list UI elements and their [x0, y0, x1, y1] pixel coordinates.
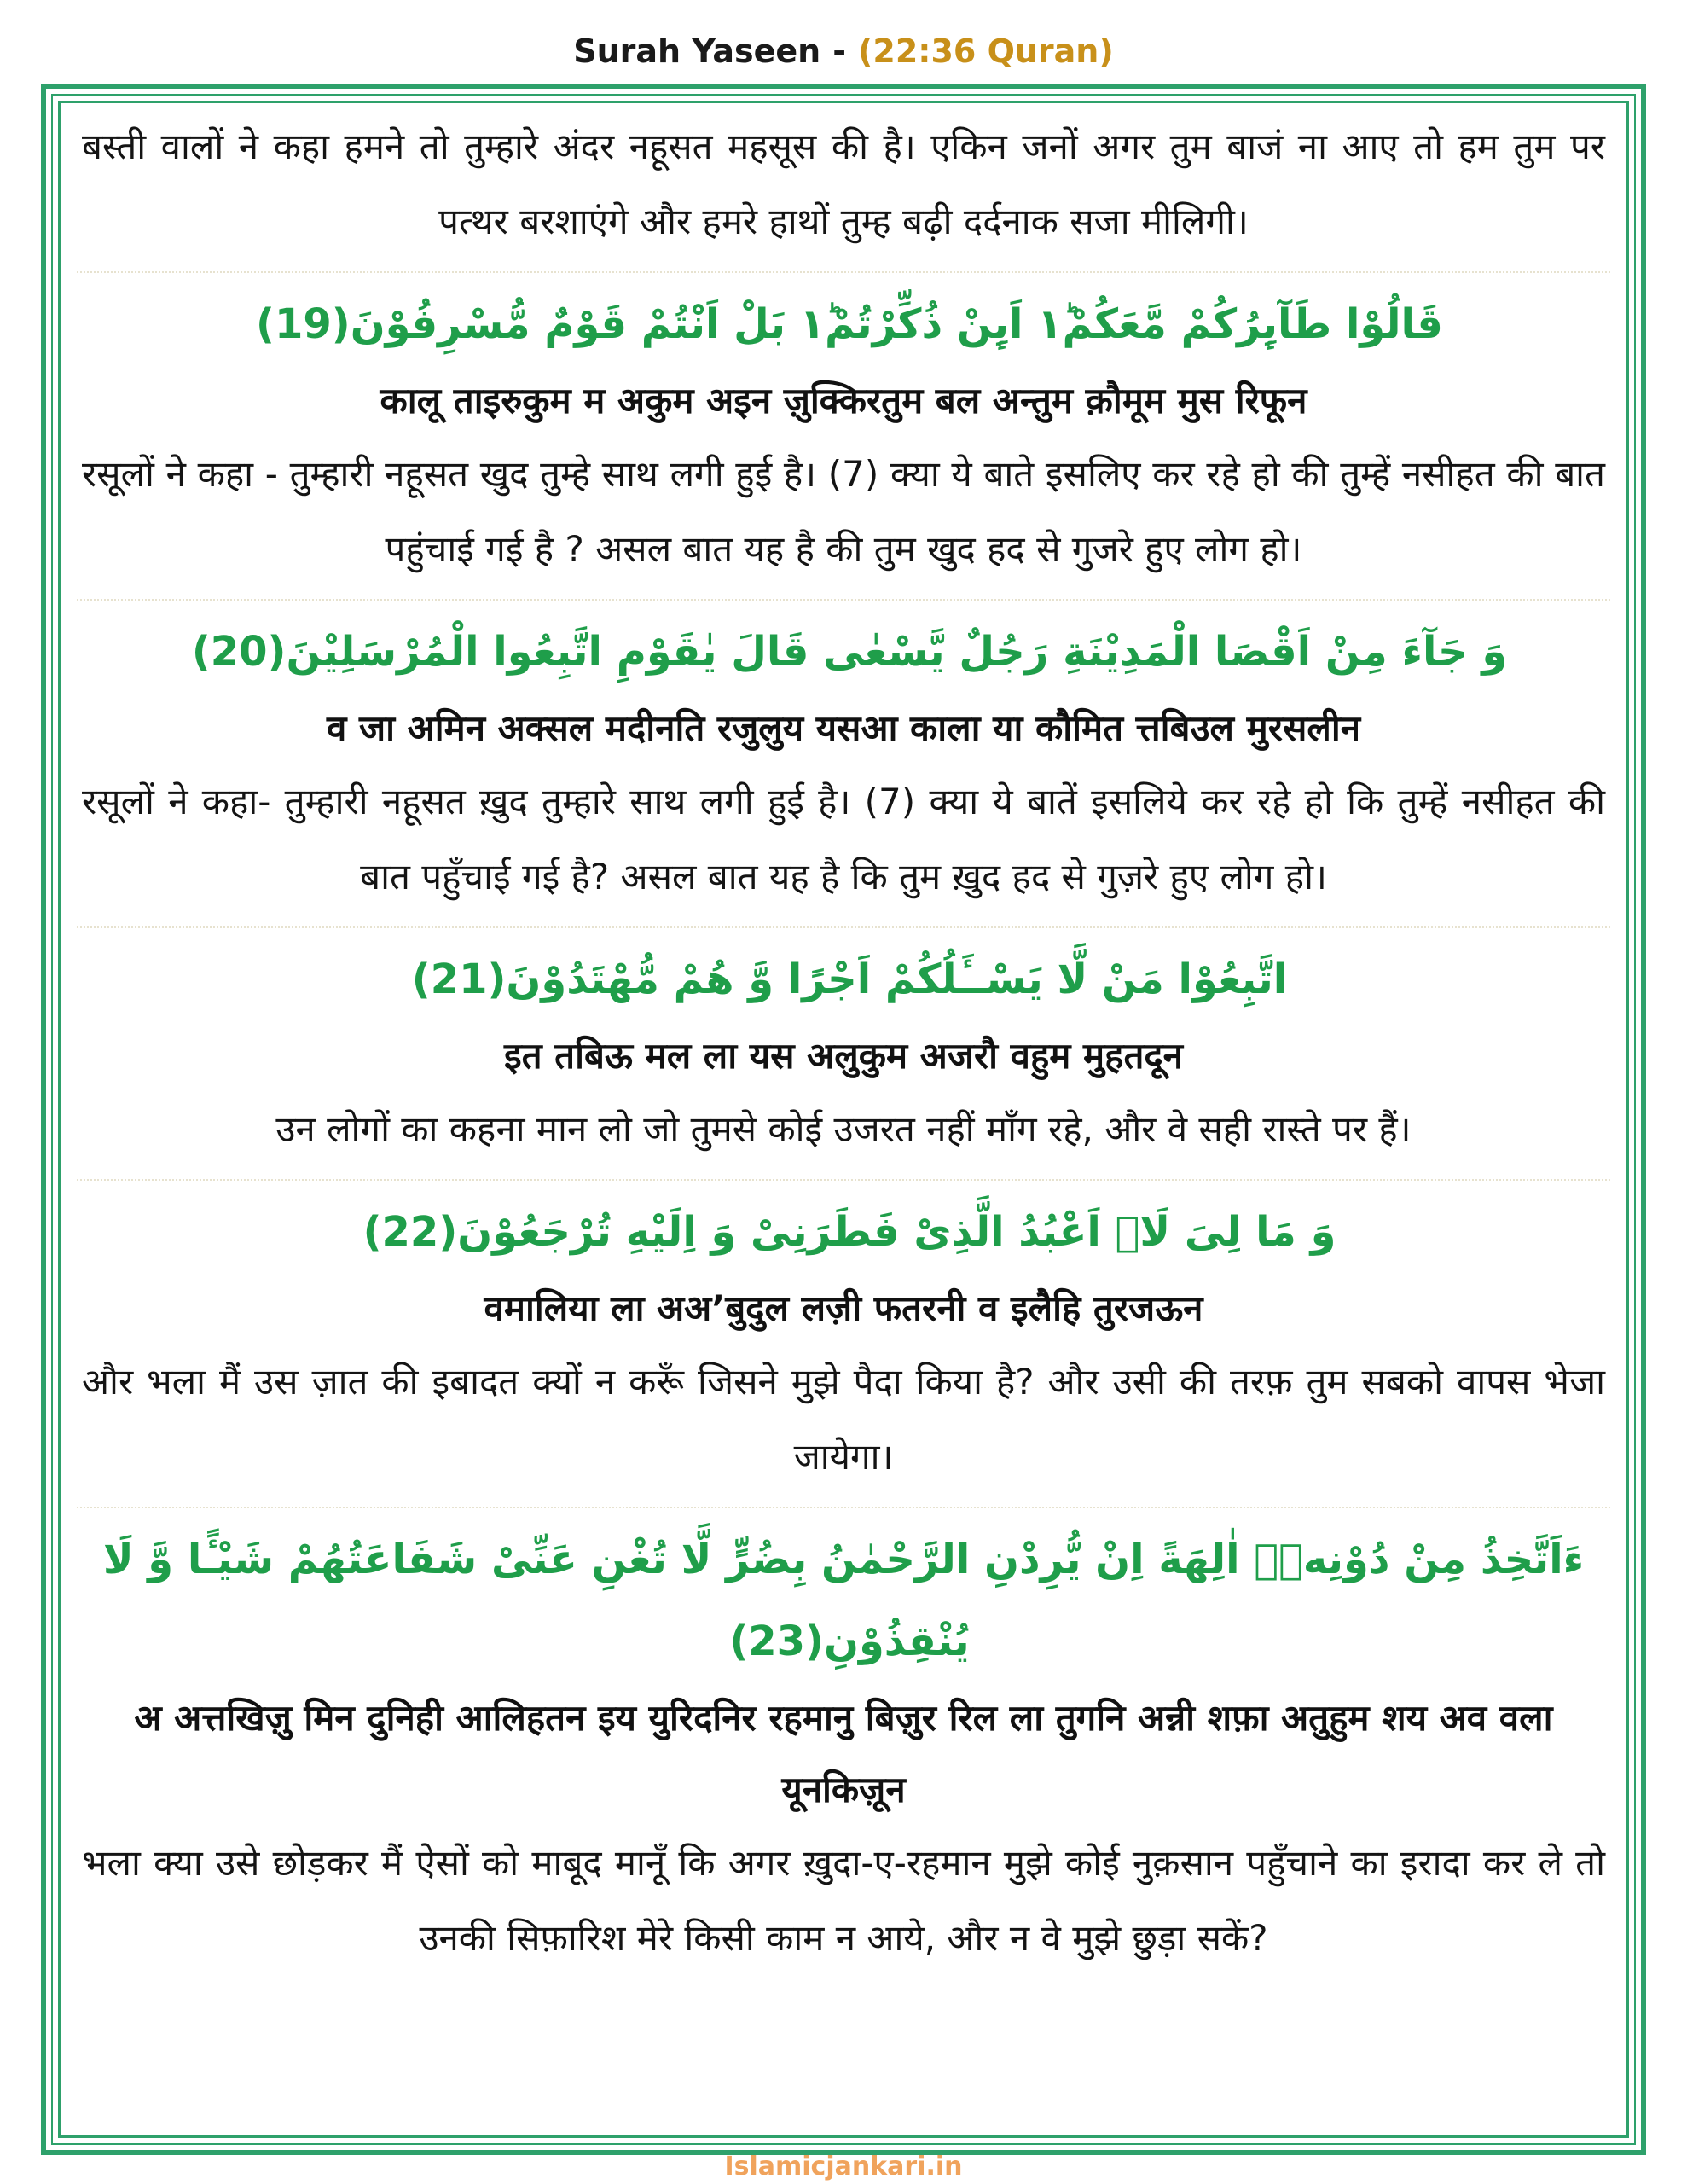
verse-19 — [61, 273, 1626, 599]
arabic-text — [61, 278, 1626, 365]
verses-content — [61, 104, 1626, 1988]
arabic-verse: اتَّبِعُوْا مَنْ لَّا یَسْــَٔلُكُمْ اَجْرًا وَّ هُمْ مُّهْتَدُوْنَ — [506, 956, 1288, 1003]
translation: उन लोगों का कहना मान लो जो तुमसे कोई उजरत नहीं माँग रहे, और वे सही रास्ते पर हैं। — [275, 1108, 1412, 1150]
transliteration: अ अत्तखिज़ु मिन दुनिही आलिहतन इय युरिदनिर रहमानु बिज़ुर रिल ला तुगनि अन्नी शफ़ा अतुहुम शय अव वला यूनकिज़ून — [134, 1697, 1553, 1810]
arabic-verse: قَالُوْا طَآىِٕرُكُمْ مَّعَكُمْ١ؕ اَىِٕنْ ذُكِّرْتُمْ١ؕ بَلْ اَنْتُمْ قَوْمٌ مُّسْرِفُوْنَ — [350, 300, 1443, 348]
arabic-text — [61, 933, 1626, 1020]
verse-22 — [61, 1181, 1626, 1507]
verse-number: (22) — [362, 1208, 458, 1256]
translation: और भला मैं उस ज़ात की इबादत क्यों न करूँ जिसने मुझे पैदा किया है? और उसी की तरफ़ तुम सबको वापस भेजा जायेगा। — [82, 1361, 1605, 1478]
translation: रसूलों ने कहा- तुम्हारी नहूसत ख़ुद तुम्हारे साथ लगी हुई है। (7) क्या ये बातें इसलिये कर रहे हो कि तुम्हें नसीहत की बात पहुँचाई गई है? असल बात यह है कि तुम ख़ुद हद से गुज़रे हुए लोग हो। — [82, 781, 1605, 897]
verse-number: (20) — [191, 628, 287, 676]
arabic-text — [61, 1186, 1626, 1273]
verse-21 — [61, 928, 1626, 1179]
transliteration: कालू ताइरुकुम म अकुम अइन ज़ुक्किरतुम बल अन्तुम क़ौमूम मुस रिफून — [380, 380, 1307, 421]
page-header — [0, 24, 1687, 78]
verse-number: (23) — [729, 1618, 824, 1665]
site-footer-link[interactable]: Islamicjankari.in — [724, 2152, 963, 2181]
arabic-verse: وَ جَآءَ مِنْ اَقْصَا الْمَدِیْنَةِ رَجُلٌ یَّسْعٰى قَالَ یٰقَوْمِ اتَّبِعُوا الْمُرْسَلِیْنَ — [286, 628, 1508, 676]
transliteration: इत तबिऊ मल ला यस अलुकुम अजरौ वहुम मुहतदून — [504, 1035, 1183, 1077]
verse-number: (19) — [256, 300, 351, 348]
arabic-text — [61, 1513, 1626, 1682]
arabic-text — [61, 606, 1626, 693]
transliteration: व जा अमिन अक्सल मदीनति रजुलुय यसआ काला या कौमित त्तबिउल मुरसलीन — [326, 707, 1361, 749]
transliteration: वमालिया ला अअ’बुदुल लज़ी फतरनी व इलैहि तुरजऊन — [484, 1287, 1203, 1329]
verse-23 — [61, 1508, 1626, 1988]
translation: भला क्या उसे छोड़कर मैं ऐसों को माबूद मानूँ कि अगर ख़ुदा-ए-रहमान मुझे कोई नुक़सान पहुँचाने का इरादा कर ले तो उनकी सिफ़ारिश मेरे किसी काम न आये, और न वे मुझे छुड़ा सकें? — [82, 1842, 1605, 1959]
arabic-verse: ءَاَتَّخِذُ مِنْ دُوْنِهٖۤ اٰلِهَةً اِنْ یُّرِدْنِ الرَّحْمٰنُ بِضُرٍّ لَّا تُغْنِ عَنِّیْ شَفَاعَتُهُمْ شَیْـًٔا وَّ لَا یُنْقِذُوْنِ — [102, 1536, 1585, 1665]
title-separator: - — [832, 32, 847, 70]
arabic-verse: وَ مَا لِیَ لَاۤ اَعْبُدُ الَّذِیْ فَطَرَنِیْ وَ اِلَیْهِ تُرْجَعُوْنَ — [457, 1208, 1336, 1256]
surah-reference: (22:36 Quran) — [858, 32, 1114, 70]
translation: रसूलों ने कहा - तुम्हारी नहूसत खुद तुम्हे साथ लगी हुई है। (7) क्या ये बाते इसलिए कर रहे हो की तुम्हें नसीहत की बात पहुंचाई गई है ? असल बात यह है की तुम खुद हद से गुजरे हुए लोग हो। — [82, 453, 1605, 570]
verse-number: (21) — [411, 956, 507, 1003]
intro-section — [61, 104, 1626, 271]
intro-translation: बस्ती वालों ने कहा हमने तो तुम्हारे अंदर नहूसत महसूस की है। एकिन जनों अगर तुम बाजं ना आए तो हम तुम पर पत्थर बरशाएंगे और हमरे हाथों तुम्ह बढ़ी दर्दनाक सजा मीलिगी। — [82, 125, 1605, 242]
verse-20 — [61, 601, 1626, 926]
surah-title: Surah Yaseen — [573, 32, 821, 70]
